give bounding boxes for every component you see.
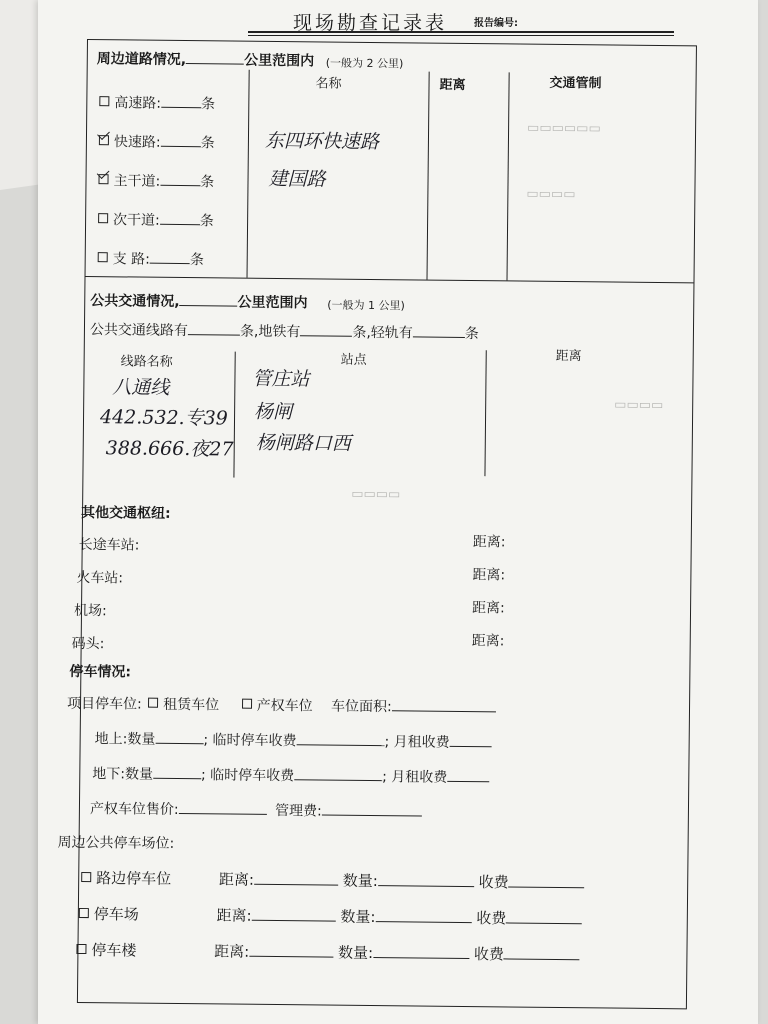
bleed-through-mark: ▭▭▭▭ [526,186,576,203]
other-hubs-title: 其他交通枢纽: [80,504,171,522]
rental-parking-checkbox[interactable] [148,698,158,708]
transit-line-column-header: 线路名称 [120,354,173,370]
public-parking-title: 周边公共停车场位: [57,834,175,852]
road-row-secondary: 次干道: 条 [98,209,214,230]
hub-distance-label: 距离: [471,600,505,617]
road-row-expressway: 高速路: 条 [99,92,215,113]
handwritten-line-name: 八通线 [112,376,170,399]
underground-parking-row: 地下:数量 ; 临时停车收费 ; 月租收费 [92,763,489,787]
roads-section-title: 周边道路情况, 公里范围内 [96,51,315,70]
transit-column-divider-1 [233,352,235,478]
public-parking-row-lot: 停车场 距离: 数量: 收费 [79,903,583,929]
roads-column-divider-3 [506,72,509,280]
hub-distance-label: 距离: [472,534,506,551]
checkbox[interactable] [79,908,89,918]
handwritten-road-name: 建国路 [268,167,326,191]
roads-range-note: (一般为 2 公里) [325,56,404,71]
handwritten-line-name: 442.532.专39 [99,406,228,430]
checkbox[interactable] [98,252,108,262]
public-parking-row-garage: 停车楼 距离: 数量: 收费 [76,939,580,965]
hub-label-coach-station: 长途车站: [78,536,140,554]
roads-column-divider-1 [247,70,250,278]
handwritten-line-name: 388.666.夜27 [105,437,234,461]
section-divider [86,276,694,283]
transit-section-title: 公共交通情况, 公里范围内 [90,293,308,312]
transit-distance-column-header: 距离 [555,348,582,365]
transit-column-divider-2 [484,350,486,476]
roads-column-divider-2 [426,72,429,280]
checkbox[interactable] [99,96,109,106]
title-rule-thin [248,35,674,36]
checkbox[interactable] [98,213,108,223]
transit-counts-row: 公共交通线路有 条,地铁有 条,轻轨有 条 [89,322,479,343]
hub-distance-label: 距离: [471,633,505,650]
form-frame [57,39,697,1009]
handwritten-station: 管庄站 [252,367,310,391]
handwritten-road-name: 东四环快速路 [264,129,380,154]
road-row-arterial: 主干道: 条 [98,170,214,191]
handwritten-station: 杨闸路口西 [255,431,351,455]
roads-name-column-header: 名称 [315,76,342,92]
hub-label-airport: 机场: [73,602,107,620]
hub-label-port: 码头: [71,635,105,653]
bleed-through-mark: ▭▭▭▭ [614,397,664,414]
form-title: 现场勘查记录表 [293,12,448,34]
owned-parking-checkbox[interactable] [242,699,252,709]
transit-station-column-header: 站点 [340,352,367,368]
checkbox[interactable] [81,872,91,882]
public-parking-row-roadside: 路边停车位 距离: 数量: 收费 [81,867,585,893]
report-number-label: 报告编号: [474,18,518,29]
handwritten-station: 杨闸 [253,400,293,424]
road-row-branch: 支 路: 条 [98,248,204,269]
project-parking-row: 项目停车位: 租赁车位 产权车位 车位面积: [67,693,496,717]
hub-label-railway-station: 火车站: [76,569,124,587]
transit-range-note: (一般为 1 公里) [327,298,405,313]
survey-form-sheet [38,0,758,1024]
road-row-fast-road: 快速路: 条 [99,131,215,152]
bleed-through-mark: ▭▭▭▭ [351,486,401,503]
parking-section-title: 停车情况: [69,663,132,681]
parking-sale-price-row: 产权车位售价: 管理费: [90,798,422,821]
roads-traffic-control-column-header: 交通管制 [549,75,602,92]
above-ground-parking-row: 地上:数量 ; 临时停车收费 ; 月租收费 [95,728,492,752]
bleed-through-mark: ▭▭▭▭▭▭ [527,120,601,137]
hub-distance-label: 距离: [472,567,506,584]
roads-distance-column-header: 距离 [439,77,466,93]
checkbox[interactable] [76,944,86,954]
title-rule [248,31,674,33]
